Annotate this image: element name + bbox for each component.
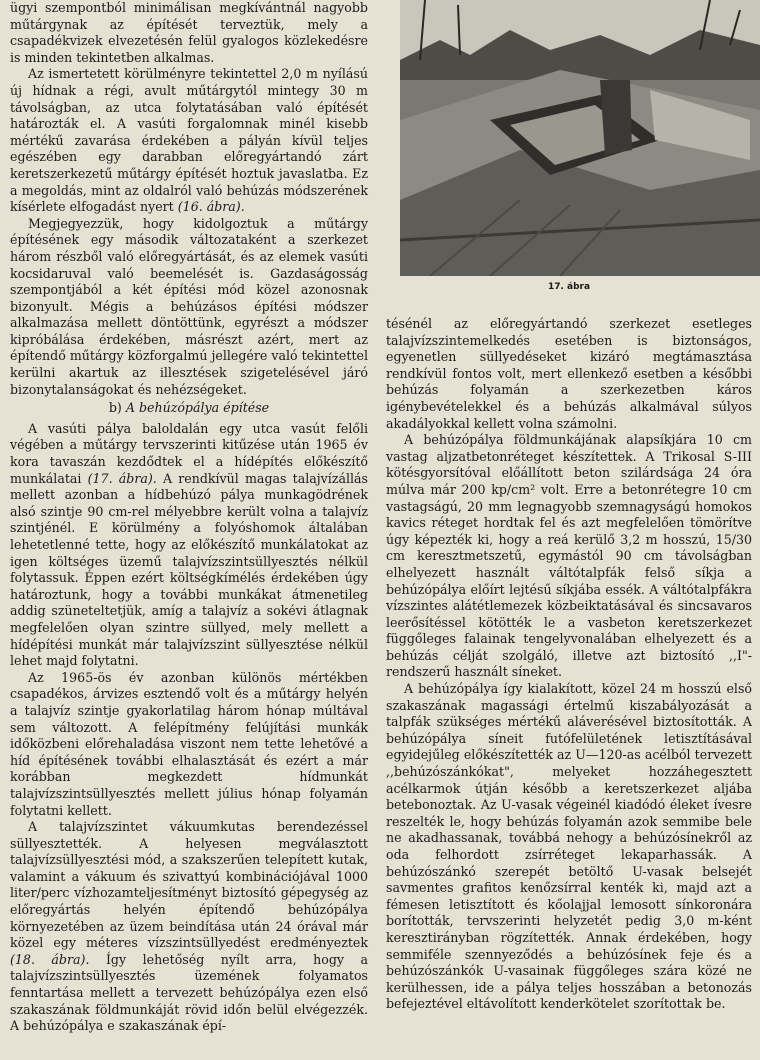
- paragraph: A behúzópálya földmunkájának alapsíkjára 10 cm vastag aljzatbetonréteget készítettek. A Trikosal S-III kötésgyorsítóval előállított beton szilárdsága 24 óra múlva már 200 kp/cm² volt. Erre a betonrétegre 10 cm vastagságú, 20 mm legnagyobb szemnagyságú homokos kavics réteget hordtak fel és azt megfelelően tömörítve úgy képezték ki, hogy a reá kerülő 3,2 m hosszú, 15/30 cm keresztmetszetű, egymástól 90 cm távolságban elhelyezett használt váltótalpfák felső síkja a behúzópálya előírt lejtésű síkjába essék. A váltótalpfákra vízszintes alátétlemezek közbeiktatásával és sincsavaros leerősítéssel kötötték le a vasbeton keretszerkezet függőleges falainak tengelyvonalában elhelyezett és a behúzás célját szolgáló, illetve azt biztosító ,,I"-rendszerű használt síneket.: [386, 432, 752, 680]
- paragraph: [10, 819, 368, 1035]
- construction-site-photo: [400, 0, 760, 276]
- paragraph: Megjegyezzük, hogy kidolgoztuk a műtárgy építésének egy második változataként a szerkezet három részből való előregyártását, és az elemek vasúti kocsidaruval való beemelését is. Gazdaságosság szempontjából a két építési mód közel azonosnak bizonyult. Mégis a behúzásos építési módszer alkalmazása mellett döntöttünk, egyrészt a módszer kipróbálása érdekében, másrészt azért, mert az építendő műtárgy közforgalmú jellegére való tekintettel kerülni akartuk az illesztések szigetelésével járó bizonytalanságokat és nehézségeket.: [10, 215, 368, 397]
- paragraph-text: A talajvízszintet vákuumkutas berendezéssel süllyesztették. A helyesen megválasztott talajvízsüllyesztési mód, a szakszerűen telepített kutak, valamint a vákuum és szivattyú kombinációjával 1000 liter/perc vízhozamteljesítményt biztosító gépegység az előregyártás helyén építendő behúzópálya környezetében az üzem beindítása után 24 órával már közel egy méteres vízszintsüllyedést eredményeztek: [10, 819, 368, 951]
- section-heading-title: A behúzópálya építése: [125, 400, 270, 416]
- paragraph: tésénél az előregyártandó szerkezet esetleges talajvízszintemelkedés esetében is biztonságos, egyenetlen süllyedéseket kizáró megtámasztása rendkívül fontos volt, mert ellenkező esetben a későbbi behúzás folyamán a szerkezetben káros igénybevételekkel és a behúzás alkalmával súlyos akadályokkal kellett volna számolni.: [386, 316, 752, 431]
- paragraph-text: A rendkívül magas talajvízállás mellett azonban a hídbehúzó pálya munkagödrének alsó szintje 90 cm-rel mélyebbre került volna a talajvíz szintjénél. E körülmény a folyóshomok általában lehetetlenné tette, hogy az előkészítő munkálatokat az igen költséges üzemű talajvízszintsüllyesztés nélkül folytassuk. Éppen ezért költségkímélés érdekében úgy határoztunk, hogy a további munkákat átmenetileg addig szüneteltetjük, amíg a talajvíz a sokévi átlagnak megfelelően olyan szintre süllyed, mely mellett a hídépítési munkát már talajvízszint süllyesztése nélkül lehet majd folytatni.: [10, 470, 368, 669]
- right-text-column: [386, 316, 752, 1013]
- section-heading-prefix: b): [108, 400, 122, 416]
- paragraph: A behúzópálya így kialakított, közel 24 m hosszú első szakaszának magassági értelmű kiszabályozását a talpfák szükséges mértékű aláverésével biztosították. A behúzópálya síneit futófelületének letisztításával egyidejűleg előkészítették az U—120-as acélból tervezett ,,behúzószánkókat", melyeket hozzáhegesztett acélkarmok útján később a keretszerkezet aljába betebonoztak. Az U-vasak végeinél kiadódó éleket ívesre reszelték le, hogy behúzás folyamán azok semmibe bele ne akadhassanak, továbbá nehogy a behúzósínekről az oda felhordott zsírréteget lekaparhassák. A behúzószánkó szerepét betöltő U-vasak belsejét savmentes grafitos kenőzsírral kenték ki, majd azt a fémesen letisztított és kőolajjal lemosott sínkoronára borították, tervszerinti helyzetét pedig 3,0 m-ként keresztirányban rögzítették. Annak érdekében, hogy semmiféle szennyeződés a behúzósínek feje és a behúzószánkók U-vasainak függőleges szára közé ne kerülhessen, ide a pálya teljes hosszában a betonozás befejeztével eltávolított kenderkötelet szorítottak be.: [386, 681, 752, 1012]
- paragraph: [10, 66, 368, 215]
- paragraph-text: Az ismertetett körülményre tekintettel 2,0 m nyílású új hídnak a régi, avult műtárgytól mintegy 30 m távolságban, az utca folytatásában való építését határozták el. A vasúti forgalomnak minél kisebb mértékű zavarása érdekében a pályán kívül teljes egészében egy darabban előregyártandó zárt keretszerkezetű műtárgy építését hoztuk javaslatba. Ez a megoldás, mint az oldalról való behúzás módszerének kísérlete elfogadást nyert: [10, 66, 368, 215]
- figure-caption: 17. ábra: [547, 282, 591, 292]
- paragraph: Az 1965-ös év azonban különös mértékben csapadékos, árvizes esztendő volt és a műtárgy helyén a talajvíz szintje gyakorlatilag három hónap múltával sem változott. A felépítmény felújítási munkák időközbeni előrehaladása viszont nem tette lehetővé a híd építésének további elhalasztását és ezért a már korábban megkezdett hídmunkát talajvízszintsüllyesztés mellett július hónap folyamán folytatni kellett.: [10, 669, 368, 818]
- figure-reference: (16. ábra).: [177, 199, 245, 215]
- paragraph: [10, 421, 368, 670]
- figure-17-photo: [400, 0, 760, 276]
- paragraph-text: A vasúti pálya baloldalán egy utca vasút felőli végében a műtárgy tervszerinti kitűzése után 1965 év kora tavaszán kezdődtek el a hídépítés előkészítő munkálatai: [10, 420, 368, 486]
- figure-reference: (17. ábra).: [87, 470, 157, 486]
- figure-reference: (18. ábra).: [10, 951, 90, 967]
- paragraph-text: Így lehetőség nyílt arra, hogy a talajvízszintsüllyesztés üzemének folyamatos fenntartása mellett a tervezett behúzópálya ezen első szakaszának földmunkáját rövid időn belül elvégezzék. A behúzópálya e szakaszának épí-: [10, 951, 368, 1034]
- paragraph: ügyi szempontból minimálisan megkívántnál nagyobb műtárgynak az építését terveztük, mely a csapadékvizek elvezetésén felül gyalogos közlekedésre is minden tekintetben alkalmas.: [10, 0, 368, 65]
- left-text-column: [10, 0, 368, 1035]
- section-heading: [10, 400, 368, 417]
